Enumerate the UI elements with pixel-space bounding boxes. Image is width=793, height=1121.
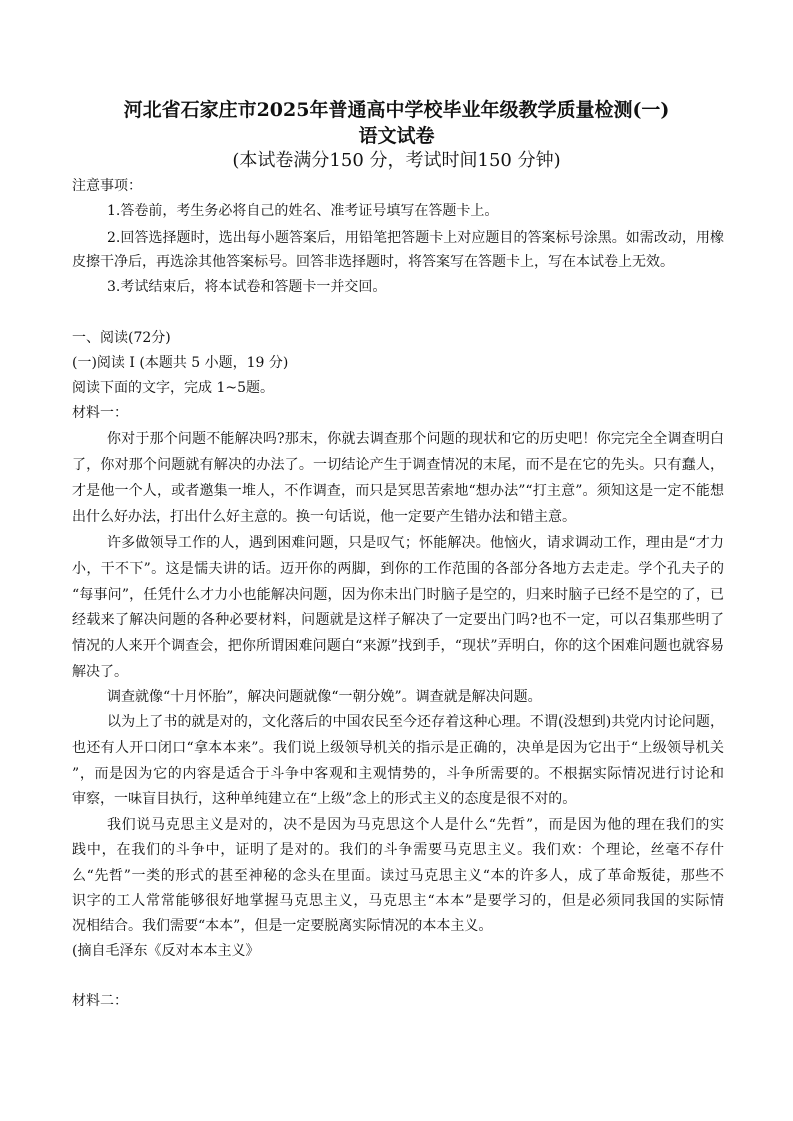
section-subheading: (一)阅读 I (本题共 5 小题，19 分) [72,355,289,371]
material-1-label: 材料一： [72,405,128,421]
material-1-p1-line-4: 出什么好办法，打出什么好主意的。换一句话说，他一定要产生错办法和错主意。 [72,509,576,525]
exam-info: (本试卷满分150 分，考试时间150 分钟) [232,150,561,171]
material-1-p2-line-4: 经载来了解决问题的各种必要材料，问题就是这样子解决了一定要出门吗?也不一定，可以召集那些明了 [72,612,724,628]
material-1-p2-line-1: 许多做领导工作的人，遇到困难问题，只是叹气；怀能解决。他恼火，请求调动工作，理由是“才力 [107,535,724,551]
material-1-p1-line-3: 才是他一个人，或者邀集一堆人，不作调查，而只是冥思苦索地“想办法”“打主意”。须知这是一定不能想 [72,483,724,499]
material-1-p4-line-2: 也还有人开口闭口“拿本本来”。我们说上级领导机关的指示是正确的，决单是因为它出于“上级领导机关 [72,740,724,756]
notice-item-3: 3.考试结束后，将本试卷和答题卡一并交回。 [107,279,387,295]
material-1-p1-line-1: 你对于那个问题不能解决吗?那末，你就去调查那个问题的现状和它的历史吧！你完完全全调查明白 [107,431,724,447]
paper-subject: 语文试卷 [358,125,435,147]
notice-item-2-line-2: 皮擦干净后，再选涂其他答案标号。回答非选择题时，将答案写在答题卡上，写在本试卷上无效。 [72,254,674,270]
material-1-p3: 调查就像“十月怀胎”，解决问题就像“一朝分娩”。调查就是解决问题。 [107,689,542,705]
notice-heading: 注意事项： [72,178,142,194]
material-1-p4-line-3: ”，而是因为它的内容是适合于斗争中客观和主观情势的，斗争所需要的。不根据实际情况进行讨论和 [72,766,724,782]
material-1-p2-line-2: 小，干不下”。这是懦夫讲的话。迈开你的两脚，到你的工作范围的各部分各地方去走走。学个孔夫子的 [72,561,724,577]
material-1-p4-line-4: 审察，一味盲目执行，这种单纯建立在“上级”念上的形式主义的态度是很不对的。 [72,791,577,807]
material-1-p1-line-2: 了，你对那个问题就有解决的办法了。一切结论产生于调查情况的末尾，而不是在它的先头。只有蠢人， [72,457,724,473]
material-1-p5-line-3: 么“先哲”一类的形式的甚至神秘的念头在里面。读过马克思主义“本的许多人，成了革命叛徒，那些不 [72,868,724,884]
material-1-p5-line-2: 践中，在我们的斗争中，证明了是对的。我们的斗争需要马克思主义。我们欢：个理论，丝毫不存什 [72,842,724,858]
material-1-source: (摘自毛泽东《反对本本主义》 [72,943,260,959]
notice-item-2-line-1: 2.回答选择题时，选出每小题答案后，用铅笔把答题卡上对应题目的答案标号涂黑。如需改动，用橡 [107,230,724,246]
section-heading: 一、阅读(72分) [72,330,171,346]
material-1-p2-line-6: 解决了。 [72,664,128,680]
material-1-p2-line-5: 情况的人来开个调查会，把你所谓困难问题白“来源”找到手，“现状”弄明白，你的这个困难问题也就容易 [72,638,724,654]
material-2-label: 材料二： [72,993,128,1009]
section-instruction: 阅读下面的文字，完成 1~5题。 [72,380,274,396]
material-1-p2-line-3: “每事问”，任凭什么才力小也能解决问题，因为你未出门时脑子是空的，归来时脑子已经不是空的了，已 [72,587,724,603]
exam-title: 河北省石家庄市2025年普通高中学校毕业年级教学质量检测(一) [123,99,670,121]
material-1-p5-line-5: 况相结合。我们需要“本本”，但是一定要脱离实际情况的本本主义。 [72,918,493,934]
material-1-p5-line-1: 我们说马克思主义是对的，决不是因为马克思这个人是什么“先哲”，而是因为他的理在我们的实 [107,817,724,833]
material-1-p4-line-1: 以为上了书的就是对的，文化落后的中国农民至今还存着这种心理。不谓(没想到)共党内讨论问题， [107,714,724,730]
material-1-p5-line-4: 识字的工人常常能够很好地掌握马克思主义，马克思主“本本”是要学习的，但是必须同我国的实际情 [72,893,724,909]
notice-item-1: 1.答卷前，考生务必将自己的姓名、准考证号填写在答题卡上。 [107,203,499,219]
